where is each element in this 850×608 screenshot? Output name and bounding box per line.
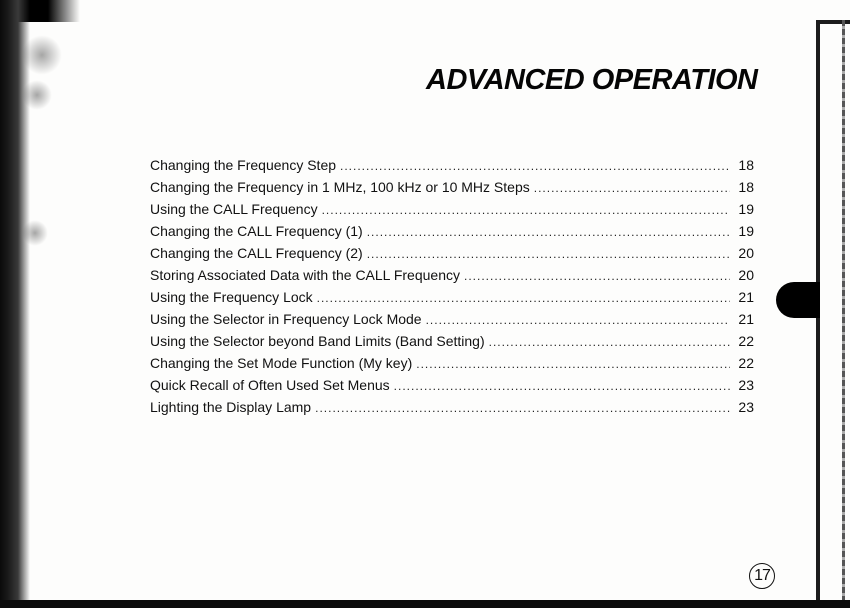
scan-edge-left bbox=[0, 0, 30, 600]
toc-dot-leader bbox=[322, 203, 730, 217]
toc-dot-leader bbox=[464, 269, 730, 283]
fold-line-dashed bbox=[842, 20, 845, 600]
toc-entry-page: 20 bbox=[738, 267, 754, 283]
toc-entry[interactable] bbox=[150, 355, 754, 377]
toc-entry-page: 22 bbox=[738, 333, 754, 349]
toc-entry[interactable] bbox=[150, 399, 754, 421]
scan-blot bbox=[22, 220, 48, 246]
table-of-contents bbox=[150, 157, 754, 421]
toc-entry[interactable] bbox=[150, 223, 754, 245]
toc-entry[interactable] bbox=[150, 245, 754, 267]
toc-dot-leader bbox=[416, 357, 730, 371]
toc-entry-label: Using the Selector beyond Band Limits (Band Setting) bbox=[150, 333, 485, 349]
toc-entry-label: Changing the CALL Frequency (2) bbox=[150, 245, 363, 261]
toc-entry-label: Changing the Set Mode Function (My key) bbox=[150, 355, 413, 371]
toc-dot-leader bbox=[317, 291, 730, 305]
toc-entry-page: 23 bbox=[738, 377, 754, 393]
toc-dot-leader bbox=[426, 313, 730, 327]
toc-entry[interactable] bbox=[150, 157, 754, 179]
scan-blot bbox=[22, 80, 52, 110]
toc-entry-label: Storing Associated Data with the CALL Frequency bbox=[150, 267, 460, 283]
toc-entry-page: 20 bbox=[738, 245, 754, 261]
toc-entry[interactable] bbox=[150, 267, 754, 289]
toc-entry-page: 22 bbox=[738, 355, 754, 371]
toc-dot-leader bbox=[315, 401, 730, 415]
toc-entry-page: 18 bbox=[738, 179, 754, 195]
toc-entry-page: 19 bbox=[738, 223, 754, 239]
page-title: ADVANCED OPERATION bbox=[426, 64, 758, 96]
toc-entry-label: Changing the Frequency in 1 MHz, 100 kHz or 10 MHz Steps bbox=[150, 179, 530, 195]
toc-entry-page: 21 bbox=[738, 311, 754, 327]
toc-entry-page: 18 bbox=[738, 157, 754, 173]
toc-entry-label: Using the Frequency Lock bbox=[150, 289, 313, 305]
toc-dot-leader bbox=[340, 159, 730, 173]
section-thumb-tab bbox=[776, 282, 820, 318]
scan-blot bbox=[22, 35, 62, 75]
toc-entry-label: Lighting the Display Lamp bbox=[150, 399, 312, 415]
toc-entry-page: 19 bbox=[738, 201, 754, 217]
toc-entry-label: Changing the Frequency Step bbox=[150, 157, 337, 173]
toc-entry-page: 21 bbox=[738, 289, 754, 305]
toc-entry-label: Changing the CALL Frequency (1) bbox=[150, 223, 363, 239]
toc-entry-label: Using the Selector in Frequency Lock Mode bbox=[150, 311, 422, 327]
toc-dot-leader bbox=[534, 181, 730, 195]
toc-entry-label: Using the CALL Frequency bbox=[150, 201, 318, 217]
toc-entry[interactable] bbox=[150, 377, 754, 399]
toc-dot-leader bbox=[367, 247, 730, 261]
toc-entry[interactable] bbox=[150, 333, 754, 355]
toc-entry[interactable] bbox=[150, 179, 754, 201]
toc-entry-label: Quick Recall of Often Used Set Menus bbox=[150, 377, 390, 393]
toc-dot-leader bbox=[367, 225, 730, 239]
toc-entry[interactable] bbox=[150, 311, 754, 333]
toc-entry[interactable] bbox=[150, 289, 754, 311]
toc-entry-page: 23 bbox=[738, 399, 754, 415]
toc-entry[interactable] bbox=[150, 201, 754, 223]
toc-dot-leader bbox=[489, 335, 730, 349]
scan-edge-bottom bbox=[0, 600, 850, 608]
toc-dot-leader bbox=[394, 379, 730, 393]
page-number-badge: 17 bbox=[749, 563, 775, 589]
